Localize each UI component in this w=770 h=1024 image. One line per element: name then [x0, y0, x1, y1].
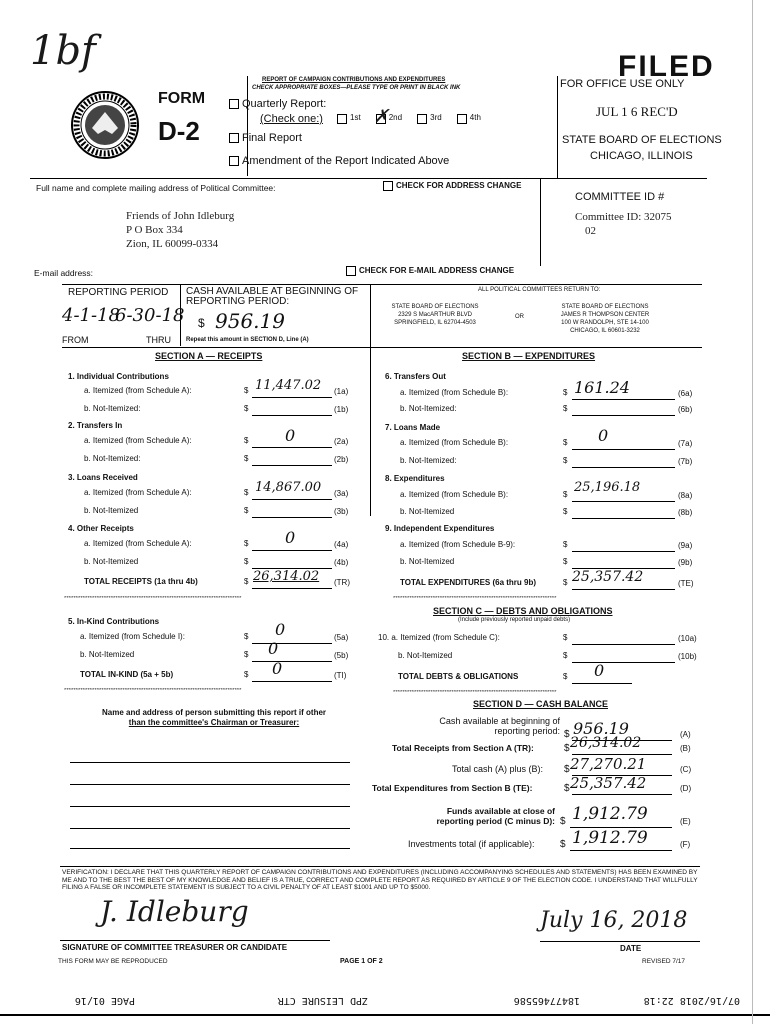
total-expenditures-dollar: $	[563, 578, 568, 587]
line-2b-code: (2b)	[334, 455, 349, 464]
dotted-divider-b: **********************************************************************	[393, 596, 557, 602]
line-b-dollar: $	[564, 743, 570, 754]
line-9b-label: b. Not-Itemized	[400, 557, 455, 566]
line-7b-label: b. Not-Itemized:	[400, 456, 457, 465]
line-b-label: Total Receipts from Section A (TR):	[392, 743, 534, 753]
cash-beginning-label: CASH AVAILABLE AT BEGINNING OF REPORTING PERIOD:	[186, 286, 359, 307]
total-in-kind-value: 0	[272, 659, 283, 678]
line-f-code: (F)	[680, 840, 691, 849]
committee-city: Zion, IL 60099-0334	[126, 238, 219, 250]
line-8b-underline	[572, 506, 675, 519]
report-instruction: CHECK APPROPRIATE BOXES—PLEASE TYPE OR PRINT IN BLACK INK	[252, 85, 461, 91]
line-6a-dollar: $	[563, 388, 568, 397]
line-8b-dollar: $	[563, 507, 568, 516]
line-b-code: (B)	[680, 744, 691, 753]
line-10a-dollar: $	[563, 633, 568, 642]
total-debts-dollar: $	[563, 672, 568, 681]
section-c-title: SECTION C — DEBTS AND OBLIGATIONS	[433, 606, 613, 616]
line-6a-code: (6a)	[678, 389, 693, 398]
line-7b-code: (7b)	[678, 457, 693, 466]
filed-stamp: FILED	[618, 50, 715, 83]
line-10a-code: (10a)	[678, 634, 697, 643]
line-5b-value: 0	[268, 639, 279, 658]
line-3a-code: (3a)	[334, 489, 349, 498]
line-a-dollar: $	[564, 729, 570, 740]
line-3b-code: (3b)	[334, 507, 349, 516]
line-d-dollar: $	[564, 783, 570, 794]
line-5a-label: a. Itemized (from Schedule I):	[80, 632, 185, 641]
form-number: D-2	[158, 116, 200, 146]
line-7a-label: a. Itemized (from Schedule B):	[400, 438, 509, 447]
line-3b-label: b. Not-Itemized	[84, 506, 139, 515]
section-a-title: SECTION A — RECEIPTS	[155, 351, 263, 361]
line-6b-underline	[572, 403, 675, 416]
line-9a-underline	[572, 539, 675, 552]
line-5a-code: (5a)	[334, 633, 349, 642]
date-label: DATE	[620, 944, 642, 953]
footer-reproduce: THIS FORM MAY BE REPRODUCED	[58, 958, 168, 965]
line-4a-label: a. Itemized (from Schedule A):	[84, 539, 192, 548]
preparer-line-3[interactable]	[70, 806, 350, 807]
office-box	[557, 76, 708, 178]
line-9a-dollar: $	[563, 540, 568, 549]
fax-header-line	[30, 988, 740, 1008]
line-6a-label: a. Itemized (from Schedule B):	[400, 388, 509, 397]
line-4b-code: (4b)	[334, 558, 349, 567]
line-c-dollar: $	[564, 764, 570, 775]
committee-po-box: P O Box 334	[126, 224, 183, 236]
line-c-label: Total cash (A) plus (B):	[452, 764, 544, 774]
line-7b-dollar: $	[563, 456, 568, 465]
line-8b-label: b. Not-Itemized	[400, 507, 455, 516]
signature-label: SIGNATURE OF COMMITTEE TREASURER OR CANDIDATE	[62, 943, 288, 952]
preparer-line-5[interactable]	[70, 848, 350, 849]
total-receipts-label: TOTAL RECEIPTS (1a thru 4b)	[84, 577, 198, 586]
period-thru-value: 6-30-18	[115, 305, 185, 326]
line-8a-value: 25,196.18	[574, 480, 641, 495]
line-d-value: 25,357.42	[570, 774, 647, 792]
line-2b-underline	[252, 453, 332, 466]
line-1a-code: (1a)	[334, 387, 349, 396]
fax-timestamp: 07/16/2018 22:18	[643, 995, 740, 1006]
dotted-divider-c: **********************************************************************	[393, 690, 557, 696]
loans-made-label: 7. Loans Made	[385, 423, 441, 432]
line-7a-code: (7a)	[678, 439, 693, 448]
line-3b-dollar: $	[244, 506, 249, 515]
line-1b-label: b. Not-Itemized:	[84, 404, 141, 413]
received-date-stamp: JUL 1 6 REC'D	[596, 104, 678, 119]
line-e-label: Funds available at close of reporting period (C minus D):	[436, 806, 555, 826]
final-report-option[interactable]: Final Report	[229, 132, 302, 144]
line-a-label: Cash available at beginning of reporting period:	[439, 716, 560, 736]
quarterly-option[interactable]: Quarterly Report:	[229, 98, 326, 110]
line-5b-underline	[252, 649, 332, 662]
individual-contributions-label: 1. Individual Contributions	[68, 372, 169, 381]
line-10b-underline	[572, 650, 675, 663]
line-10b-code: (10b)	[678, 652, 697, 661]
line-7a-value: 0	[598, 426, 609, 445]
cash-beginning-value: 956.19	[215, 309, 285, 333]
preparer-line-2[interactable]	[70, 784, 350, 785]
in-kind-label: 5. In-Kind Contributions	[68, 617, 160, 626]
line-10b-label: b. Not-Itemized	[398, 651, 453, 660]
line-c-code: (C)	[680, 765, 692, 774]
email-label: E-mail address:	[34, 268, 94, 278]
line-10a-underline	[572, 632, 675, 645]
total-receipts-code: (TR)	[334, 578, 350, 587]
page-bottom-border	[0, 1014, 770, 1016]
line-e-dollar: $	[560, 816, 566, 827]
line-3a-label: a. Itemized (from Schedule A):	[84, 488, 192, 497]
verification-text: VERIFICATION: I DECLARE THAT THIS QUARTERLY REPORT OF CAMPAIGN CONTRIBUTIONS AND EXPENDITURES (INCLUDING ACCOMPANYING SCHEDULES AND STATEMENTS) HAS BEEN EXAMINED BY ME AND TO THE BEST THE BEST OF MY KNOWLEDGE AND BELIEF IS A TRUE, CORRECT AND COMPLETE REPORT AS REQUIRED BY ARTICLE 9 OF THE ELECTION CODE. I UNDERSTAND THAT WILLFULLY FILING A FALSE OR INCOMPLETE STATEMENT IS SUBJECT TO A CIVIL PENALTY OF AT LEAST $1001 AND UP TO $5000.	[62, 869, 698, 891]
line-1b-underline	[252, 403, 332, 416]
q1-checkbox[interactable]	[337, 114, 347, 124]
q4-checkbox[interactable]	[457, 114, 467, 124]
line-8b-code: (8b)	[678, 508, 693, 517]
line-4b-dollar: $	[244, 557, 249, 566]
period-from-value: 4-1-18	[62, 305, 120, 326]
line-6b-label: b. Not-Itemized:	[400, 404, 457, 413]
line-6b-dollar: $	[563, 404, 568, 413]
line-d-label: Total Expenditures from Section B (TE):	[372, 783, 533, 793]
line-9b-underline	[572, 556, 675, 569]
section-b-title: SECTION B — EXPENDITURES	[462, 351, 596, 361]
line-1b-dollar: $	[244, 404, 249, 413]
total-in-kind-underline	[252, 669, 332, 682]
line-2a-label: a. Itemized (from Schedule A):	[84, 436, 192, 445]
section-c-subtitle: (Include previously reported unpaid debts)	[458, 617, 571, 623]
committee-id-label: COMMITTEE ID #	[575, 191, 665, 203]
q3-checkbox[interactable]	[417, 114, 427, 124]
preparer-line-1[interactable]	[70, 762, 350, 763]
line-9b-code: (9b)	[678, 558, 693, 567]
address-change-option[interactable]: CHECK FOR ADDRESS CHANGE	[383, 181, 522, 191]
line-f-dollar: $	[560, 839, 566, 850]
treasurer-signature: J. Idleburg	[100, 895, 249, 928]
date-line[interactable]	[540, 941, 700, 942]
preparer-label: Name and address of person submitting this report if other than the committee's Chairman or Treasurer:	[101, 708, 327, 727]
committee-name: Friends of John Idleburg	[126, 210, 235, 222]
fax-company: ZPD LEISURE CTR	[277, 995, 368, 1006]
total-in-kind-label: TOTAL IN-KIND (5a + 5b)	[80, 670, 174, 679]
office-use-label: FOR OFFICE USE ONLY	[560, 78, 685, 90]
line-7a-underline	[572, 437, 675, 450]
line-2a-value: 0	[285, 426, 296, 445]
page-right-border	[752, 0, 753, 1024]
total-expenditures-label: TOTAL EXPENDITURES (6a thru 9b)	[400, 578, 537, 587]
dotted-divider-a: ****************************************************************************	[64, 596, 242, 602]
q2-checkbox-checked[interactable]: ✗	[373, 106, 389, 127]
line-8a-code: (8a)	[678, 491, 693, 500]
preparer-line-4[interactable]	[70, 828, 350, 829]
dotted-divider-a2: ****************************************************************************	[64, 688, 242, 694]
committee-id-value: Committee ID: 32075	[575, 211, 672, 223]
line-f-label: Investments total (if applicable):	[408, 839, 535, 849]
line-1a-label: a. Itemized (from Schedule A):	[84, 386, 192, 395]
expenditures-label: 8. Expenditures	[385, 474, 445, 483]
chicago-address: STATE BOARD OF ELECTIONS JAMES R THOMPSON CENTER 100 W RANDOLPH, STE 14-100 CHICAGO, IL 60601-3232	[560, 304, 650, 334]
independent-expenditures-label: 9. Independent Expenditures	[385, 524, 495, 533]
line-8a-dollar: $	[563, 490, 568, 499]
stamp-board: STATE BOARD OF ELECTIONS	[562, 134, 722, 146]
fax-page: PAGE 01/16	[74, 995, 135, 1006]
signature-line[interactable]	[60, 940, 330, 941]
period-from-label: FROM	[62, 335, 89, 345]
line-9a-code: (9a)	[678, 541, 693, 550]
reporting-period-label: REPORTING PERIOD	[68, 287, 169, 298]
address-change-checkbox[interactable]	[383, 181, 393, 191]
line-4b-label: b. Not-Itemized	[84, 557, 139, 566]
line-5a-value: 0	[275, 620, 286, 639]
line-3b-underline	[252, 505, 332, 518]
line-10a-label: 10. a. Itemized (from Schedule C):	[378, 633, 500, 642]
line-e-value: 1,912.79	[572, 804, 648, 824]
quarterly-checkbox[interactable]	[229, 99, 239, 109]
line-d-code: (D)	[680, 784, 692, 793]
repeat-note: Repeat this amount in SECTION D, Line (A)	[186, 337, 309, 343]
line-1b-code: (1b)	[334, 405, 349, 414]
other-receipts-label: 4. Other Receipts	[68, 524, 134, 533]
line-5b-label: b. Not-Itemized	[80, 650, 135, 659]
line-a-value: 956.19	[573, 719, 629, 738]
line-5a-underline	[252, 631, 332, 644]
state-board-seal	[70, 90, 140, 160]
line-a-code: (A)	[680, 730, 691, 739]
amendment-checkbox[interactable]	[229, 156, 239, 166]
transfers-in-label: 2. Transfers In	[68, 421, 123, 430]
springfield-address: STATE BOARD OF ELECTIONS 2329 S MacARTHUR BLVD SPRINGFIELD, IL 62704-4503	[391, 304, 479, 326]
or-label: OR	[515, 314, 524, 320]
line-2a-code: (2a)	[334, 437, 349, 446]
line-6b-code: (6b)	[678, 405, 693, 414]
transfers-out-label: 6. Transfers Out	[385, 372, 446, 381]
line-f-value: 1,912.79	[572, 828, 648, 848]
final-report-checkbox[interactable]	[229, 133, 239, 143]
line-7a-dollar: $	[563, 438, 568, 447]
line-9a-label: a. Itemized (from Schedule B-9):	[400, 540, 516, 549]
total-in-kind-dollar: $	[244, 670, 249, 679]
line-e-code: (E)	[680, 817, 691, 826]
amendment-option[interactable]: Amendment of the Report Indicated Above	[229, 155, 449, 167]
line-4b-underline	[252, 556, 332, 569]
line-3a-dollar: $	[244, 488, 249, 497]
line-5a-dollar: $	[244, 632, 249, 641]
line-b-value: 26,314.02	[570, 735, 642, 751]
quarter-options: $^{1st}$ ✗ $^{2nd}$ $^{3rd}$ $^{4th}$	[337, 113, 481, 125]
cash-dollar-sign: $	[198, 316, 205, 330]
verification-border	[60, 866, 700, 867]
total-receipts-value: 26,314.02	[253, 569, 320, 584]
fax-number: 18477465586	[513, 995, 580, 1006]
line-4a-dollar: $	[244, 539, 249, 548]
line-5b-code: (5b)	[334, 651, 349, 660]
report-title: REPORT OF CAMPAIGN CONTRIBUTIONS AND EXPENDITURES	[262, 77, 446, 83]
line-5b-dollar: $	[244, 650, 249, 659]
line-4a-value: 0	[285, 528, 296, 547]
total-debts-label: TOTAL DEBTS & OBLIGATIONS	[398, 672, 519, 681]
footer-revised: REVISED 7/17	[642, 958, 685, 965]
line-9b-dollar: $	[563, 557, 568, 566]
line-4a-code: (4a)	[334, 540, 349, 549]
total-expenditures-code: (TE)	[678, 579, 694, 588]
total-receipts-dollar: $	[244, 577, 249, 586]
line-8a-label: a. Itemized (from Schedule B):	[400, 490, 509, 499]
email-change-option[interactable]: CHECK FOR E-MAIL ADDRESS CHANGE	[346, 266, 514, 276]
return-box	[370, 284, 372, 346]
address-label: Full name and complete mailing address of Political Committee:	[36, 183, 276, 193]
line-10b-dollar: $	[563, 651, 568, 660]
line-3a-value: 14,867.00	[255, 480, 322, 495]
line-2a-dollar: $	[244, 436, 249, 445]
center-divider	[370, 346, 371, 516]
line-c-value: 27,270.21	[570, 755, 647, 773]
check-one-label: (Check one:)	[260, 113, 323, 125]
total-expenditures-value: 25,357.42	[572, 569, 644, 585]
line-1a-dollar: $	[244, 386, 249, 395]
total-debts-value: 0	[594, 661, 605, 680]
total-in-kind-code: (TI)	[334, 671, 347, 680]
period-thru-label: THRU	[146, 335, 171, 345]
line-2b-label: b. Not-Itemized:	[84, 454, 141, 463]
loans-received-label: 3. Loans Received	[68, 473, 138, 482]
line-2b-dollar: $	[244, 454, 249, 463]
line-6a-value: 161.24	[574, 378, 630, 397]
stamp-city: CHICAGO, ILLINOIS	[590, 150, 693, 162]
handwritten-page-number: 1bf	[30, 28, 96, 74]
footer-page: PAGE 1 OF 2	[340, 958, 383, 965]
line-1a-value: 11,447.02	[255, 378, 322, 393]
form-label: FORM	[158, 90, 206, 107]
committee-id-suffix: 02	[585, 225, 596, 237]
signature-date: July 16, 2018	[540, 908, 688, 933]
return-to-label: ALL POLITICAL COMMITTEES RETURN TO:	[478, 287, 601, 293]
section-d-title: SECTION D — CASH BALANCE	[473, 699, 609, 709]
email-change-checkbox[interactable]	[346, 266, 356, 276]
line-7b-underline	[572, 455, 675, 468]
